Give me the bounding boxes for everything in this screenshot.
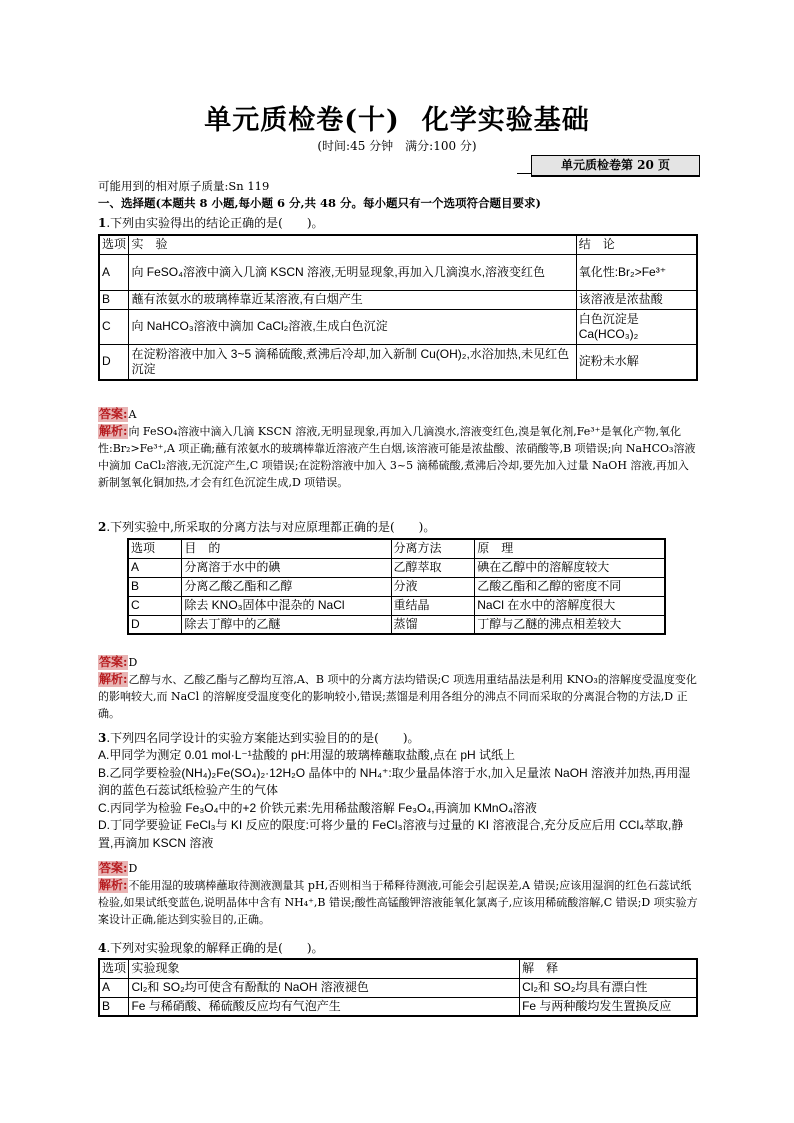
question-4-stem: 4.下列对实验现象的解释正确的是( )。 bbox=[98, 941, 324, 955]
experiment-cell: 蘸有浓氨水的玻璃棒靠近某溶液,有白烟产生 bbox=[129, 290, 576, 309]
question-2-table bbox=[127, 538, 666, 635]
question-4-text: .下列对实验现象的解释正确的是( )。 bbox=[106, 941, 324, 955]
table-row bbox=[128, 558, 665, 577]
table-header-cell: 实验现象 bbox=[129, 959, 520, 978]
page-subtitle: (时间:45 分钟 满分:100 分) bbox=[317, 139, 477, 153]
answer-badge: 答案: bbox=[99, 407, 128, 421]
table-header-cell: 选项 bbox=[99, 959, 129, 978]
method-cell: 分液 bbox=[391, 577, 475, 596]
conclusion-cell: 淀粉未水解 bbox=[576, 344, 697, 380]
analysis-text: 向 FeSO₄溶液中滴入几滴 KSCN 溶液,无明显现象,再加入几滴溴水,溶液变红色,溴是氧化剂,Fe³⁺是氧化产物,氧化性:Br₂>Fe³⁺,A 项正确;蘸有浓氨水的玻璃棒靠近溶液产生白烟,该溶液可能是浓盐酸、浓硝酸等,B 项错误;向 NaHCO₃溶液中滴加 CaCl₂溶液,无沉淀产生,C 项错误;在淀粉溶液中加入 3~5 滴稀硫酸,煮沸后冷却,要先加入过量 NaOH 溶液,再加入新制氢氧化铜加热,才会有红色沉淀生成,D 项错误。 bbox=[98, 425, 696, 489]
goal-cell: 分离乙酸乙酯和乙醇 bbox=[182, 577, 391, 596]
section-heading: 一、选择题(本题共 8 小题,每小题 6 分,共 48 分。每小题只有一个选项符合题目要求) bbox=[98, 196, 541, 210]
question-3-stem: 3.下列四名同学设计的实验方案能达到实验目的的是( )。 bbox=[98, 731, 420, 745]
principle-cell: 碘在乙醇中的溶解度较大 bbox=[475, 558, 665, 577]
title-topic: 化学实验基础 bbox=[421, 105, 590, 136]
goal-cell: 除去 KNO₃固体中混杂的 NaCl bbox=[182, 596, 391, 615]
analysis-badge: 解析: bbox=[99, 424, 128, 438]
option-a: A.甲同学为测定 0.01 mol·L⁻¹盐酸的 pH:用湿的玻璃棒蘸取盐酸,点在 pH 试纸上 bbox=[98, 748, 516, 762]
question-2-answer bbox=[98, 654, 698, 722]
goal-cell: 分离溶于水中的碘 bbox=[182, 558, 391, 577]
analysis-badge: 解析: bbox=[99, 878, 128, 892]
question-2-text: .下列实验中,所采取的分离方法与对应原理都正确的是( )。 bbox=[106, 520, 436, 534]
conclusion-cell: 白色沉淀是 Ca(HCO₃)₂ bbox=[576, 309, 697, 344]
table-row bbox=[128, 577, 665, 596]
option-cell: A bbox=[99, 978, 129, 997]
option-cell: A bbox=[99, 254, 129, 290]
principle-cell: 乙酸乙酯和乙醇的密度不同 bbox=[475, 577, 665, 596]
question-3-options bbox=[98, 747, 698, 852]
table-row bbox=[99, 997, 697, 1016]
table-header-row bbox=[128, 539, 665, 558]
answer-badge: 答案: bbox=[99, 861, 128, 875]
table-header-cell: 解 释 bbox=[520, 959, 697, 978]
question-3-answer bbox=[98, 860, 698, 928]
option-b: B.乙同学要检验(NH₄)₂Fe(SO₄)₂·12H₂O 晶体中的 NH₄⁺:取少量晶体溶于水,加入足量浓 NaOH 溶液并加热,再用湿润的蓝色石蕊试纸检验产生的气体 bbox=[98, 765, 691, 797]
experiment-cell: 在淀粉溶液中加入 3~5 滴稀硫酸,煮沸后冷却,加入新制 Cu(OH)₂,水浴加热,未见红色沉淀 bbox=[129, 344, 576, 380]
question-4-table bbox=[98, 958, 698, 1017]
experiment-cell: 向 FeSO₄溶液中滴入几滴 KSCN 溶液,无明显现象,再加入几滴溴水,溶液变红色 bbox=[129, 254, 576, 290]
analysis-badge: 解析: bbox=[99, 672, 128, 686]
option-cell: D bbox=[99, 344, 129, 380]
table-header-row bbox=[99, 959, 697, 978]
table-row bbox=[128, 596, 665, 615]
answer-value: D bbox=[128, 656, 138, 669]
experiment-cell: 向 NaHCO₃溶液中滴加 CaCl₂溶液,生成白色沉淀 bbox=[129, 309, 576, 344]
conclusion-cell: 氧化性:Br₂>Fe³⁺ bbox=[576, 254, 697, 290]
conclusion-cell: 该溶液是浓盐酸 bbox=[576, 290, 697, 309]
answer-value: A bbox=[128, 408, 137, 421]
option-cell: B bbox=[99, 290, 129, 309]
table-header-row bbox=[99, 235, 697, 254]
table-header-cell: 原 理 bbox=[475, 539, 665, 558]
table-row bbox=[99, 344, 697, 380]
table-header-cell: 选项 bbox=[99, 235, 129, 254]
question-2-stem: 2.下列实验中,所采取的分离方法与对应原理都正确的是( )。 bbox=[98, 520, 436, 534]
table-header-cell: 结 论 bbox=[576, 235, 697, 254]
method-cell: 蒸馏 bbox=[391, 615, 475, 634]
atomic-mass-note: 可能用到的相对原子质量:Sn 119 bbox=[98, 179, 270, 193]
explanation-cell: Fe 与两种酸均发生置换反应 bbox=[520, 997, 697, 1016]
analysis-text: 乙醇与水、乙酸乙酯与乙醇均互溶,A、B 项中的分离方法均错误;C 项选用重结晶法是利用 KNO₃的溶解度受温度变化的影响较大,而 NaCl 的溶解度受温度变化的影响较小,错误;蒸馏是利用各组分的沸点不同而采取的分离混合物的方法,D 正确。 bbox=[98, 673, 697, 720]
page-ref-divider bbox=[517, 173, 531, 174]
answer-value: D bbox=[128, 862, 138, 875]
option-d: D.丁同学要验证 FeCl₃与 KI 反应的限度:可将少量的 FeCl₃溶液与过量的 KI 溶液混合,充分反应后用 CCl₄萃取,静置,再滴加 KSCN 溶液 bbox=[98, 818, 684, 850]
page-title bbox=[0, 98, 794, 137]
option-cell: C bbox=[99, 309, 129, 344]
phenomenon-cell: Fe 与稀硝酸、稀硫酸反应均有气泡产生 bbox=[129, 997, 520, 1016]
analysis-text: 不能用湿的玻璃棒蘸取待测液测量其 pH,否则相当于稀释待测液,可能会引起误差,A 错误;应该用湿润的红色石蕊试纸检验,如果试纸变蓝色,说明晶体中含有 NH₄⁺,B 错误;酸性高锰酸钾溶液能氧化氯离子,应该用稀硫酸溶解,C 错误;D 项实验方案设计正确,能达到实验目的,正确。 bbox=[98, 879, 698, 926]
phenomenon-cell: Cl₂和 SO₂均可使含有酚酞的 NaOH 溶液褪色 bbox=[129, 978, 520, 997]
table-row bbox=[99, 254, 697, 290]
option-cell: D bbox=[128, 615, 182, 634]
option-cell: C bbox=[128, 596, 182, 615]
question-1-answer bbox=[98, 406, 698, 491]
method-cell: 重结晶 bbox=[391, 596, 475, 615]
question-1-table bbox=[98, 234, 698, 381]
goal-cell: 除去丁醇中的乙醚 bbox=[182, 615, 391, 634]
table-header-cell: 目 的 bbox=[182, 539, 391, 558]
principle-cell: 丁醇与乙醚的沸点相差较大 bbox=[475, 615, 665, 634]
explanation-cell: Cl₂和 SO₂均具有漂白性 bbox=[520, 978, 697, 997]
option-cell: B bbox=[99, 997, 129, 1016]
option-c: C.丙同学为检验 Fe₃O₄中的+2 价铁元素:先用稀盐酸溶解 Fe₃O₄,再滴加 KMnO₄溶液 bbox=[98, 800, 537, 815]
question-3-text: .下列四名同学设计的实验方案能达到实验目的的是( )。 bbox=[106, 731, 420, 745]
question-1-stem: 1.下列由实验得出的结论正确的是( )。 bbox=[98, 216, 324, 230]
table-header-cell: 分离方法 bbox=[391, 539, 475, 558]
table-header-cell: 选项 bbox=[128, 539, 182, 558]
option-cell: B bbox=[128, 577, 182, 596]
page-reference-box: 单元质检卷第 20 页 bbox=[531, 155, 700, 177]
table-row bbox=[99, 309, 697, 344]
table-row bbox=[128, 615, 665, 634]
question-1-text: .下列由实验得出的结论正确的是( )。 bbox=[106, 216, 324, 230]
option-cell: A bbox=[128, 558, 182, 577]
title-unit: 单元质检卷(十) bbox=[204, 105, 400, 136]
table-row bbox=[99, 978, 697, 997]
table-row bbox=[99, 290, 697, 309]
table-header-cell: 实 验 bbox=[129, 235, 576, 254]
method-cell: 乙醇萃取 bbox=[391, 558, 475, 577]
principle-cell: NaCl 在水中的溶解度很大 bbox=[475, 596, 665, 615]
answer-badge: 答案: bbox=[99, 655, 128, 669]
